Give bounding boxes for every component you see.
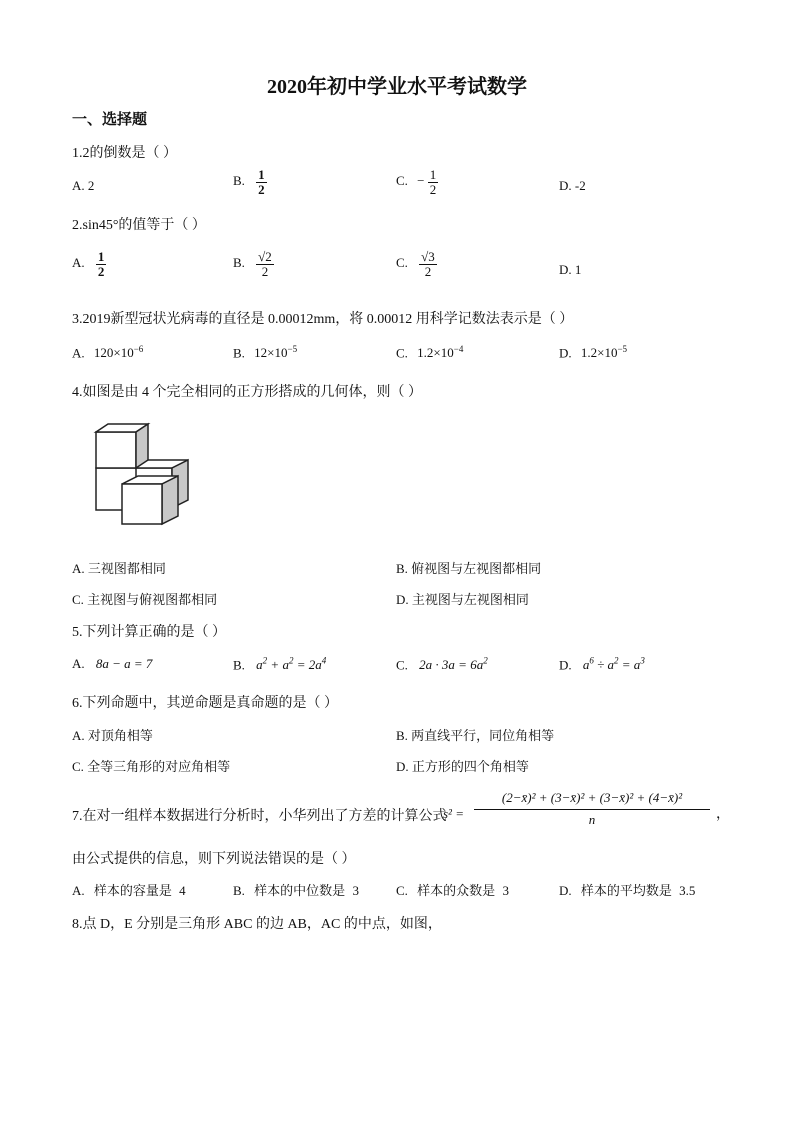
q3-option-c-exponent: −4: [453, 344, 464, 354]
denominator: 2: [97, 263, 105, 279]
q7-option-a-label: A.: [72, 883, 85, 898]
q7-option-d-label: D.: [559, 883, 572, 898]
q7-option-b: [233, 880, 359, 899]
q7-option-c: [396, 880, 509, 899]
term: 2a · 3a = 6a: [419, 657, 484, 673]
q7-option-c-value: 3: [502, 883, 509, 898]
term: = 2a: [293, 657, 322, 673]
q2-option-a: [72, 250, 106, 278]
q2-option-b-fraction: [256, 250, 274, 278]
question-5: 5.下列计算正确的是（ ）: [72, 625, 226, 640]
q1-option-b-label: B.: [233, 173, 245, 189]
question-6: 6.下列命题中，其逆命题是真命题的是（ ）: [72, 696, 338, 711]
q1-option-d: D. -2: [559, 178, 586, 193]
numerator: 1: [429, 167, 437, 182]
variance-denominator: n: [588, 812, 596, 827]
variance-numerator: (2−x̄)² + (3−x̄)² + (3−x̄)² + (4−x̄)²: [474, 790, 710, 810]
q3-option-b-label: B.: [233, 345, 245, 361]
q5-option-b-expr: [256, 657, 326, 672]
term: ÷ a: [593, 657, 615, 673]
q7-option-a-value: 4: [179, 883, 186, 898]
q5-option-a-expr: 8a − a = 7: [95, 656, 153, 671]
q1-option-c-label: C.: [396, 173, 408, 189]
q3-option-d: [559, 344, 627, 361]
exponent: 2: [483, 656, 488, 666]
q5-option-a-label: A.: [72, 656, 85, 671]
q2-option-c-label: C.: [396, 255, 408, 271]
exponent: 2: [614, 656, 619, 666]
question-2: 2.sin45°的值等于（ ）: [72, 218, 206, 233]
exponent: 6: [589, 656, 594, 666]
q3-option-c: [396, 344, 463, 361]
q4-option-c: C. 主视图与俯视图都相同: [72, 592, 218, 607]
question-7: 7.在对一组样本数据进行分析时，小华列出了方差的计算公式: [72, 809, 447, 824]
question-8: 8.点 D，E 分别是三角形 ABC 的边 AB，AC 的中点，如图，: [72, 917, 442, 932]
q6-option-a: A. 对顶角相等: [72, 728, 153, 743]
exponent: 2: [288, 656, 294, 666]
question-4: 4.如图是由 4 个完全相同的正方形搭成的几何体，则（ ）: [72, 385, 422, 400]
term: a: [582, 657, 590, 673]
q4-option-a: A. 三视图都相同: [72, 561, 166, 576]
q1-option-b: [233, 168, 267, 196]
numerator: √3: [421, 249, 435, 264]
q7-option-a: [72, 880, 186, 899]
denominator: 2: [256, 264, 274, 279]
q2-option-a-label: A.: [72, 255, 85, 271]
q3-option-a: [72, 344, 143, 361]
q4-option-d: D. 主视图与左视图相同: [396, 592, 529, 607]
q5-option-c-label: C.: [396, 657, 408, 673]
numerator: √2: [258, 249, 272, 264]
question-7-continued: 由公式提供的信息，则下列说法错误的是（ ）: [72, 852, 356, 867]
term: + a: [267, 657, 289, 673]
q1-option-c: [396, 168, 438, 196]
numerator: 1: [258, 167, 265, 182]
variance-symbol: s² =: [443, 806, 464, 821]
q1-option-a: A. 2: [72, 178, 95, 193]
q3-option-c-label: C.: [396, 345, 408, 361]
q5-option-d-label: D.: [559, 657, 572, 673]
cube-left-top: [96, 432, 136, 468]
q3-option-a-exponent: −6: [133, 344, 144, 354]
q5-option-d-expr: [583, 657, 645, 672]
q7-option-a-text: 样本的容量是: [93, 883, 172, 898]
q3-option-a-base: 120×10: [93, 345, 134, 361]
q3-option-d-label: D.: [559, 345, 572, 361]
cube-left-side-face: [136, 424, 148, 468]
q2-option-a-fraction: [96, 250, 107, 278]
q2-option-c-fraction: [419, 250, 437, 278]
q5-option-b-label: B.: [233, 657, 245, 673]
q5-option-b: [233, 656, 326, 673]
q3-option-a-label: A.: [72, 345, 85, 361]
denominator: 2: [419, 264, 437, 279]
exponent: 2: [262, 656, 268, 666]
q5-option-c: [396, 656, 488, 673]
q2-option-b-label: B.: [233, 255, 245, 271]
q3-option-d-exponent: −5: [617, 344, 628, 354]
q7-option-c-text: 样本的众数是: [417, 883, 496, 898]
term: a: [256, 657, 263, 673]
page-title: 2020年初中学业水平考试数学: [267, 76, 527, 98]
q3-option-c-base: 1.2×10: [417, 345, 454, 361]
variance-lhs: [443, 806, 464, 822]
q2-option-c: [396, 250, 437, 278]
question-3: 3.2019新型冠状光病毒的直径是 0.00012mm，将 0.00012 用科学记数法表示是（ ）: [72, 312, 574, 327]
q7-option-c-label: C.: [396, 883, 408, 898]
q1-option-c-fraction: [428, 168, 439, 196]
q1-option-b-fraction: [256, 168, 267, 196]
q6-option-c: C. 全等三角形的对应角相等: [72, 759, 231, 774]
q4-option-b: B. 俯视图与左视图都相同: [396, 561, 542, 576]
variance-formula: [474, 790, 710, 828]
q3-option-b: [233, 344, 297, 361]
section-heading: 一、选择题: [72, 112, 148, 128]
exponent: 4: [321, 656, 327, 666]
q3-option-d-base: 1.2×10: [580, 345, 618, 361]
trailing-comma: ，: [716, 807, 730, 822]
q3-option-b-exponent: −5: [287, 344, 298, 354]
exponent: 3: [640, 656, 645, 666]
q7-option-d: [559, 880, 695, 899]
q2-option-b: [233, 250, 274, 278]
q5-option-c-expr: [419, 657, 488, 672]
cube-stack-figure: [92, 420, 194, 526]
q7-option-d-text: 样本的平均数是: [580, 883, 672, 898]
question-1: 1.2的倒数是（ ）: [72, 146, 177, 161]
q7-option-b-text: 样本的中位数是: [254, 883, 346, 898]
q2-option-d: D. 1: [559, 262, 582, 277]
q7-option-b-value: 3: [352, 883, 359, 898]
cube-front-face: [122, 484, 162, 524]
minus-sign: −: [417, 173, 425, 189]
term: = a: [618, 657, 641, 673]
q7-option-d-value: 3.5: [679, 883, 696, 898]
cube-front-side-face: [162, 476, 178, 524]
numerator: 1: [97, 249, 105, 264]
q7-option-b-label: B.: [233, 883, 245, 898]
q5-option-d: [559, 656, 645, 673]
q6-option-b: B. 两直线平行，同位角相等: [396, 728, 555, 743]
q3-option-b-base: 12×10: [254, 345, 288, 361]
q5-option-a: [72, 656, 152, 672]
denominator: 2: [429, 181, 437, 197]
denominator: 2: [258, 181, 265, 197]
q6-option-d: D. 正方形的四个角相等: [396, 759, 529, 774]
